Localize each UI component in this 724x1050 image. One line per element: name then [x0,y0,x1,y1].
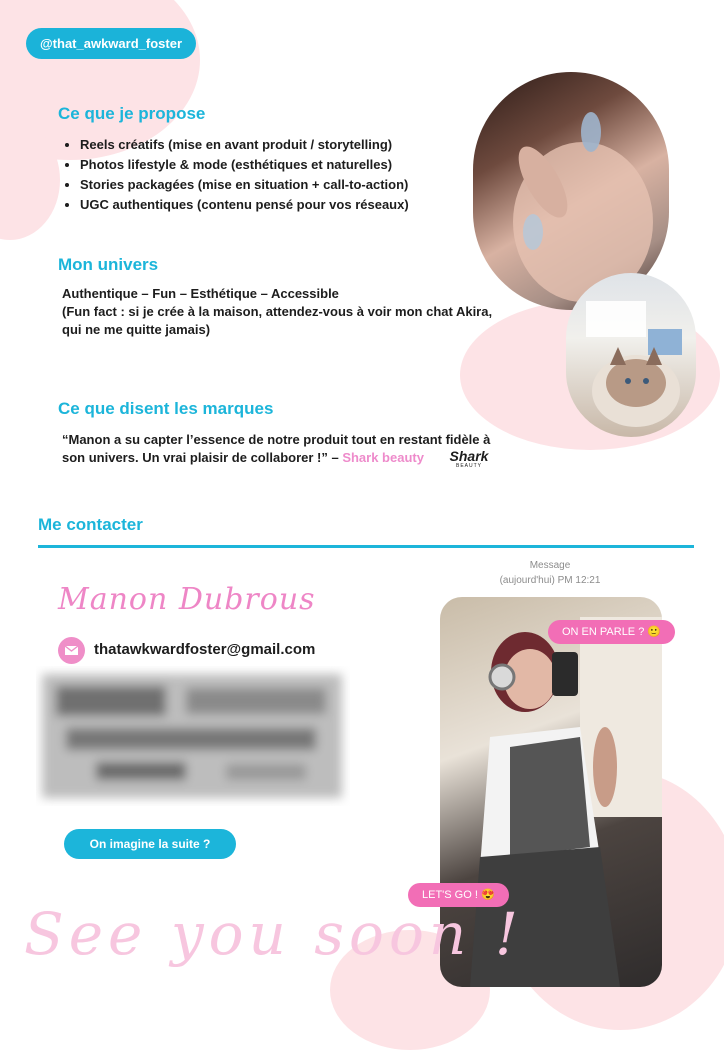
testimonial-brand: Shark beauty [342,450,424,465]
message-bubble-top: ON EN PARLE ? 🙂 [548,620,675,644]
mail-icon [58,637,85,664]
blurred-address-block [36,666,350,806]
testimonial-line: son univers. Un vrai plaisir de collaborer !” – [62,450,343,465]
cat-photo [566,273,696,437]
contact-title: Me contacter [38,515,143,534]
testimonial-line: “Manon a su capter l’essence de notre produit tout en restant fidèle à [62,432,491,447]
univers-title: Mon univers [58,255,159,274]
message-label: Message [529,560,571,571]
shark-beauty-logo: Shark BEAUTY [449,448,489,469]
email-link[interactable]: thatawkwardfoster@gmail.com [94,641,316,658]
instagram-handle-badge[interactable]: @that_awkward_foster [26,28,196,59]
univers-keywords: Authentique – Fun – Esthétique – Accessible [62,286,339,301]
list-item: • Photos lifestyle & mode (esthétiques et naturelles) [80,155,409,175]
offer-title: Ce que je propose [58,104,206,123]
univers-funfact-end: qui ne me quitte jamais) [62,322,211,337]
message-header [470,558,630,588]
testimonial-title: Ce que disent les marques [58,399,274,418]
message-bubble-bottom: LET'S GO ! 😍 [408,883,509,907]
list-item: • UGC authentiques (contenu pensé pour vos réseaux) [80,195,409,215]
signature: Manon Dubrous [58,582,316,617]
list-item: • Reels créatifs (mise en avant produit / storytelling) [80,135,409,155]
message-time: (aujourd'hui) PM 12:21 [499,575,601,586]
contact-cta-button[interactable]: On imagine la suite ? [64,829,236,859]
univers-text [62,285,522,339]
offer-list [62,135,409,215]
section-divider [38,545,694,548]
cat-illustration [566,273,696,437]
univers-funfact: (Fun fact : si je crée à la maison, attendez-vous à voir mon chat Akira, [62,304,493,319]
closing-script: See you soon ! [24,900,523,968]
list-item: • Stories packagées (mise en situation + call-to-action) [80,175,409,195]
